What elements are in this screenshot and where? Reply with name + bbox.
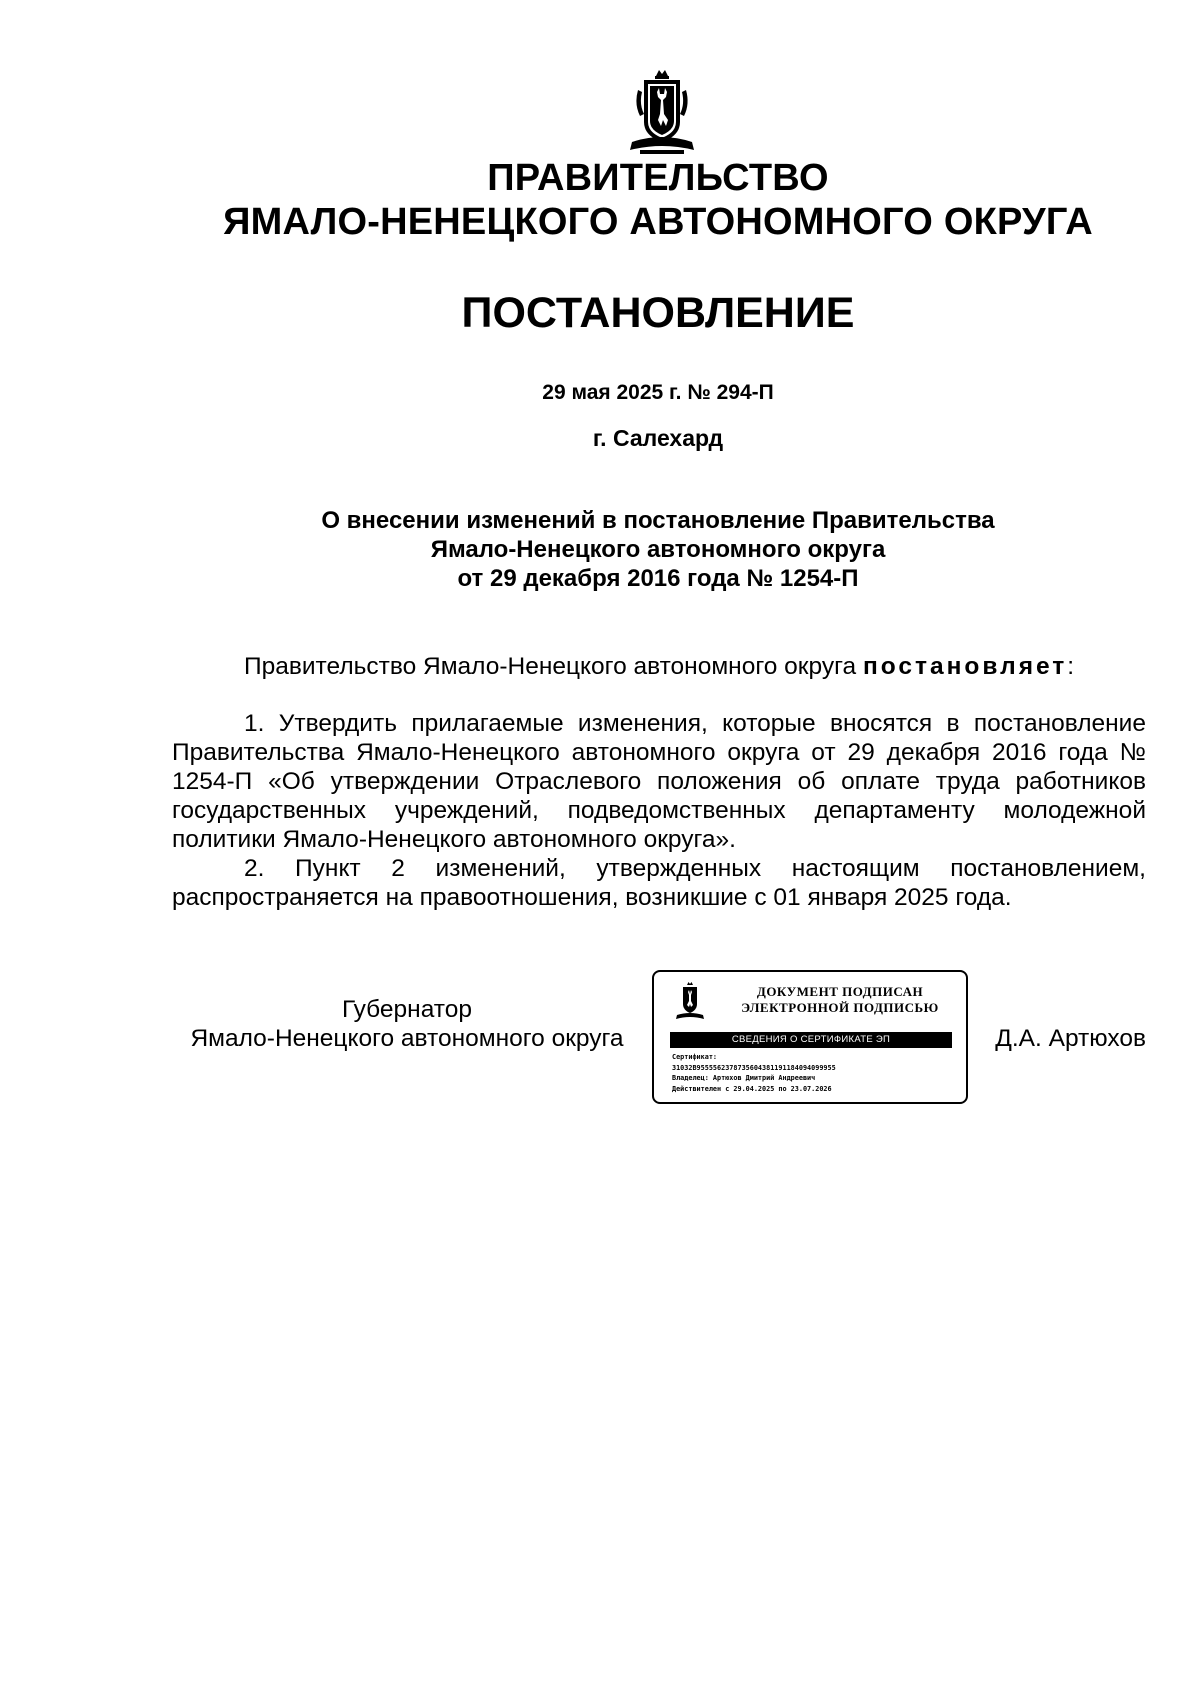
certificate-details bbox=[672, 1052, 958, 1094]
document-subject bbox=[0, 506, 1200, 593]
position-line1: Губернатор bbox=[342, 996, 472, 1023]
organization-title-line1: ПРАВИТЕЛЬСТВО bbox=[487, 157, 829, 199]
preamble-emphasis: постановляет bbox=[862, 653, 1068, 680]
document-type-title: ПОСТАНОВЛЕНИЕ bbox=[461, 289, 855, 337]
certificate-owner: Владелец: Артюхов Дмитрий Андреевич bbox=[672, 1074, 816, 1082]
stamp-heading-line1: ДОКУМЕНТ ПОДПИСАН bbox=[756, 984, 924, 999]
coat-of-arms-icon bbox=[624, 70, 700, 156]
subject-line3: от 29 декабря 2016 года № 1254-П bbox=[457, 565, 859, 592]
certificate-number: 31032B9555562378735604381191184094099955 bbox=[672, 1063, 836, 1072]
certificate-info-bar: СВЕДЕНИЯ О СЕРТИФИКАТЕ ЭП bbox=[670, 1032, 952, 1048]
position-line2: Ямало-Ненецкого автономного округа bbox=[190, 1025, 624, 1052]
stamp-coat-of-arms-icon bbox=[675, 982, 705, 1022]
preamble bbox=[172, 652, 1200, 681]
city: г. Салехард bbox=[592, 425, 724, 451]
preamble-end: : bbox=[1067, 653, 1075, 680]
signatory-name: Д.А. Артюхов bbox=[995, 1025, 1146, 1052]
item-2: 2. Пункт 2 изменений, утвержденных настоящим постановлением, распространяется на правоотношения, возникшие с 01 января 2025 года. bbox=[172, 855, 1146, 911]
organization-title-line2: ЯМАЛО-НЕНЕЦКОГО АВТОНОМНОГО ОКРУГА bbox=[223, 201, 1093, 243]
signatory-position bbox=[172, 995, 642, 1053]
resolution-items bbox=[172, 709, 1146, 912]
stamp-heading bbox=[720, 984, 960, 1016]
certificate-validity: Действителен с 29.04.2025 по 23.07.2026 bbox=[672, 1084, 832, 1093]
subject-line2: Ямало-Ненецкого автономного округа bbox=[430, 536, 886, 563]
electronic-signature-stamp bbox=[652, 970, 968, 1104]
preamble-text: Правительство Ямало-Ненецкого автономного округа bbox=[244, 653, 863, 680]
certificate-label: Сертификат: bbox=[672, 1053, 718, 1061]
item-1: 1. Утвердить прилагаемые изменения, которые вносятся в постановление Правительства Ямало-Ненецкого автономного округа от 29 декабря 2016 года № 1254-П «Об утверждении Отраслевого положения об оплате труда работников государственных учреждений, подведомственных департаменту молодежной политики Ямало-Ненецкого автономного округа». bbox=[172, 710, 1146, 853]
subject-line1: О внесении изменений в постановление Правительства bbox=[321, 507, 995, 534]
date-and-number: 29 мая 2025 г. № 294-П bbox=[542, 381, 774, 404]
stamp-heading-line2: ЭЛЕКТРОННОЙ ПОДПИСЬЮ bbox=[741, 1000, 939, 1015]
